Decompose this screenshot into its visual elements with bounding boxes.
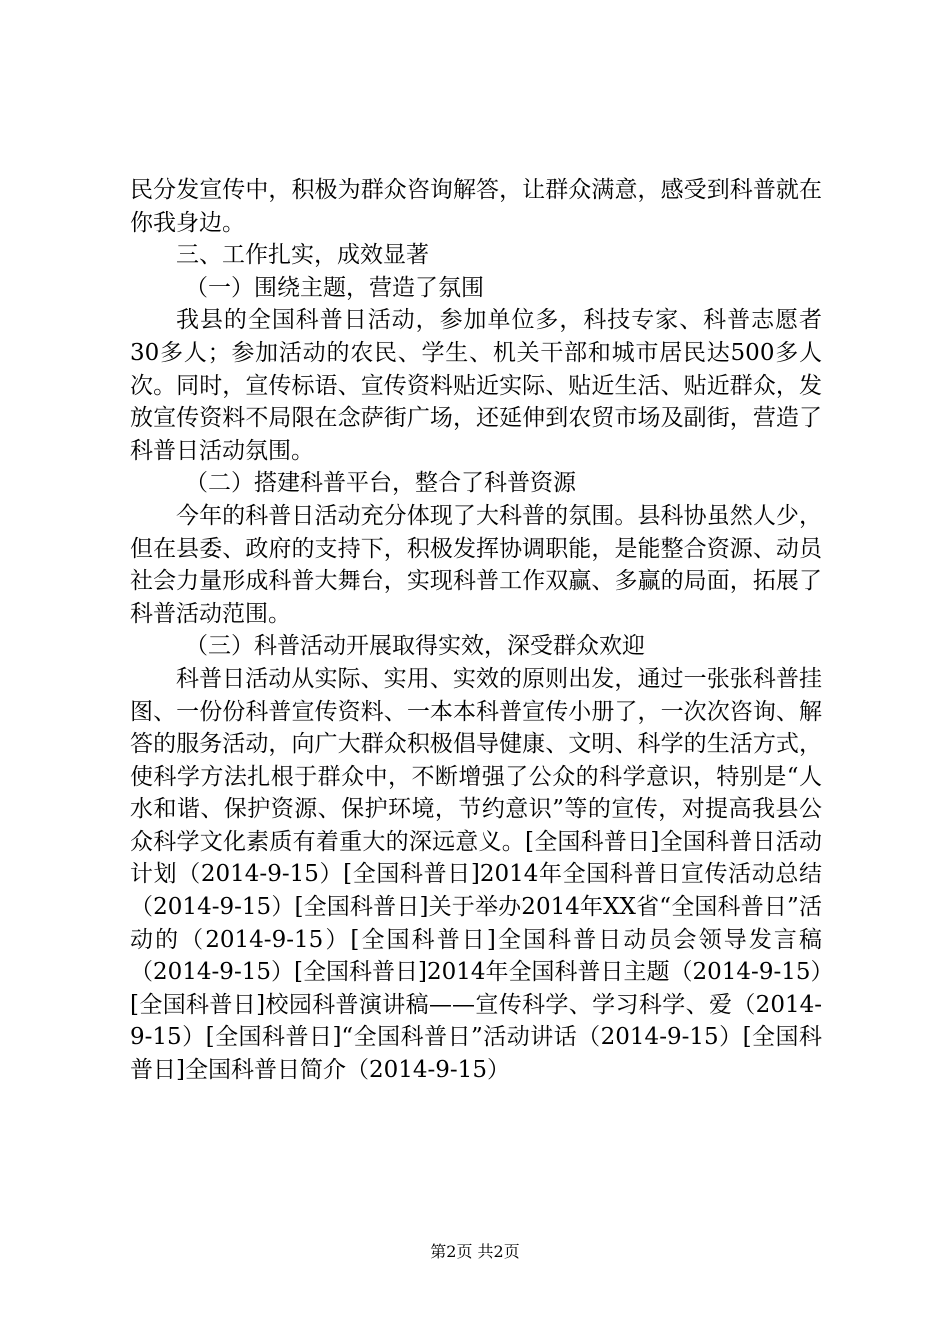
subsection-body-1: 我县的全国科普日活动，参加单位多，科技专家、科普志愿者30多人；参加活动的农民、学生、机关干部和城市居民达500多人次。同时，宣传标语、宣传资料贴近实际、贴近生活、贴近群众，发放宣传资料不局限在念萨街广场，还延伸到农贸市场及副街，营造了科普日活动氛围。 bbox=[130, 307, 822, 464]
continuation-paragraph: 民分发宣传中，积极为群众咨询解答，让群众满意，感受到科普就在你我身边。 bbox=[130, 177, 822, 236]
subsection-heading-1: （一）围绕主题，营造了氛围 bbox=[185, 274, 484, 301]
section-heading: 三、工作扎实，成效显著 bbox=[176, 242, 429, 269]
page-footer: 第2页 共2页 bbox=[430, 1242, 520, 1261]
document-body bbox=[130, 174, 822, 1087]
subsection-body-2: 今年的科普日活动充分体现了大科普的氛围。县科协虽然人少，但在县委、政府的支持下，积极发挥协调职能，是能整合资源、动员社会力量形成科普大舞台，实现科普工作双赢、多赢的局面，拓展了科普活动范围。 bbox=[130, 502, 822, 627]
subsection-body-3: 科普日活动从实际、实用、实效的原则出发，通过一张张科普挂图、一份份科普宣传资料、一本本科普宣传小册了，一次次咨询、解答的服务活动，向广大群众积极倡导健康、文明、科学的生活方式，使科学方法扎根于群众中，不断增强了公众的科学意识，特别是“人水和谐、保护资源、保护环境，节约意识”等的宣传，对提高我县公众科学文化素质有着重大的深远意义。[全国科普日]全国科普日活动计划（2014-9-15）[全国科普日]2014年全国科普日宣传活动总结（2014-9-15）[全国科普日]关于举办2014年XX省“全国科普日”活动的（2014-9-15）[全国科普日]全国科普日动员会领导发言稿（2014-9-15）[全国科普日]2014年全国科普日主题（2014-9-15）[全国科普日]校园科普演讲稿——宣传科学、学习科学、爱（2014-9-15）[全国科普日]“全国科普日”活动讲话（2014-9-15）[全国科普日]全国科普日简介（2014-9-15） bbox=[130, 665, 822, 1084]
subsection-heading-3: （三）科普活动开展取得实效，深受群众欢迎 bbox=[185, 633, 645, 660]
subsection-heading-2: （二）搭建科普平台，整合了科普资源 bbox=[185, 470, 576, 497]
